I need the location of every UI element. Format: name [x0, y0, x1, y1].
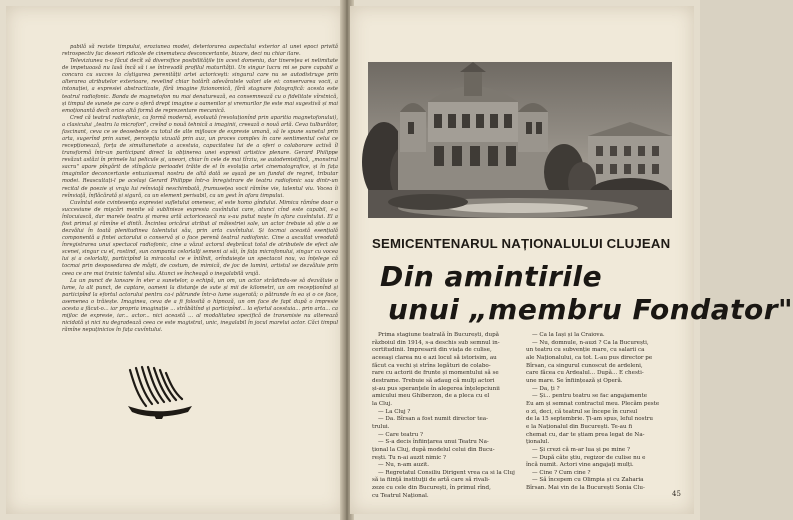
- article-line: care făcea cu Ardealul... După... E chesti-: [526, 370, 644, 377]
- article-line: e la Naționalul din București. Te-au fi: [526, 423, 633, 430]
- page-number: 45: [672, 490, 681, 498]
- section-title: SEMICENTENARUL NAȚIONALULUI CLUJEAN: [372, 236, 671, 251]
- left-page: [6, 6, 344, 514]
- article-line: Eu am și semnat contractul meu. Plecăm peste: [526, 400, 660, 407]
- article-line: destrame. Trebuie să adaug că mulţi actori: [372, 377, 495, 384]
- headline-line-2: unui „membru Fondator": [388, 293, 793, 326]
- article-line: aceeaşi clarea nu e azi locul să istorisim, au: [372, 354, 497, 361]
- ship-vignette-icon: [124, 362, 196, 420]
- article-line: încă numit. Actori vine angajați mulți.: [526, 462, 634, 469]
- article-line: țional la Cluj, după modelul celui din Bucu-: [372, 446, 495, 453]
- article-column-1: [372, 332, 514, 500]
- headline-line-1: Din amintirile: [380, 260, 603, 293]
- article-line: Bîrsan, ca singurul cunoscut de ardeleni,: [526, 362, 643, 369]
- article-line: rești. Tu n-ai auzit nimic ?: [372, 454, 447, 461]
- article-line: — S-a decis înființarea unui Teatru Na-: [378, 439, 489, 446]
- article-line: ționalul.: [526, 439, 550, 446]
- article-line: — Cine ? Cum cine ?: [532, 469, 591, 476]
- article-column-2: [526, 332, 668, 493]
- article-line: amicului meu Ghiberzon, de a pleca cu el: [372, 393, 490, 400]
- article-line: zeze cu cele din București, în primul rînd,: [372, 485, 491, 492]
- left-paragraph: La un punct de lansare în eter a sunetelor, o echipă, un om, un actor strădindu-se să dezvăluie o lume, la alt punct, de captare, oameni la distanţe de sute și mii de kilometri, un om recepționînd și participînd la efortul actorului pentru ca-i pătrunde într-o lume sugerată; o pătrunde în ea și o ce face, asemenea o trăiește. Imaginea, ceva de a fi folosită o hipnoză, un om face de fapt după o impresie acesta a făcut-o... iar propria imaginație ... străbătînd și participînd... la efortul acestuia... prin arta... ca mijloc de expresie, iar... actor... nici această ... al modalitatea specifică de transmisie nu alterează nicidată și nici nu degradează ceea ce este magistral, unic, inegalabil în jocul marelui actor. Căci timpul rămîne nepuținicios în fața cuvîntului.: [62, 277, 338, 334]
- article-line: chemat cu, dar te știam prea legat de Na-: [526, 431, 645, 438]
- article-line: — Ca la Iași și la Craiova.: [532, 332, 605, 338]
- article-line: — Da. Bîrsan a fost numit director tea-: [378, 416, 489, 423]
- article-line: — Și... pentru teatru se fac angajamente: [532, 393, 648, 400]
- article-line: — Regretatul Consiliu Dirigent vrea ca si la Cluj: [378, 469, 515, 476]
- article-line: — Nu, n-am auzit.: [378, 462, 430, 469]
- article-line: cu Teatrul Național.: [372, 492, 429, 499]
- theatre-building-photo: [368, 62, 672, 218]
- article-line: une mare. Se înființează și Operă.: [526, 377, 623, 384]
- left-article-text: [62, 44, 338, 334]
- article-line: Bîrsan. Mai vin de la București Sonia Clu-: [526, 485, 645, 492]
- article-line: — La Cluj ?: [378, 408, 411, 415]
- article-line: ale Naționalului, ca tot. L-au pus director pe: [526, 354, 653, 361]
- article-line: războiul din 1914, s-a deschis sub semnul in-: [372, 339, 500, 346]
- article-line: un teatru cu subvenție mare, cu salarii ca: [526, 347, 645, 354]
- article-line: — Nu, domnule, n-auzi ? Ca la București,: [532, 339, 649, 346]
- left-paragraph: Cuvîntul este cvintesența expresiei sufletului omenesc, el este homo gîndului. Mimica rămîne doar o succesiune de mişcări menite să sublinieze expresia cuvîntului care, atunci cînd este capabil, s-a înlocuiască, dar marele teatru și marea artă actoricească nu s-au putut naște în afara cuvîntului. El a fost primul și rămîne el dintîi. Încintea oricărui atribut al măiestriei sale, un actor trebuie să știe a se dezvălui în toată plenitudinea talentului său, prin arta cuvîntului. Și tocmai această esențială componentă a fintei actorului o conservă și o face perenă teatrul radiofonic. Cine a ascultat vreodată înregistrarea unui spectacol radiofonic, cine a văzut actorul deşbrăcat total de atributele de efect ale scenei, singur cu el, rostind, sun compania celorlalţi semeni ai săi, în fața microfonului, singur cu vocea lui și a celorlalți, participînd la miracolul ce e întîlnit, orînduieşte un spectacol nou, va înțelege că tocmai prin desposedarea de măşti, de costum, de mimică, de joc de lumini, artistul se dezvăluie prin ceea ce are mai trainic talentul său. Atunci se încheagă o inegalabilă vrajă.: [62, 199, 338, 277]
- article-line: — Și crezi că m-ar lua și pe mine ?: [532, 446, 631, 453]
- article-line: făcut ca vechi și strîns legături de colabo-: [372, 362, 491, 369]
- article-line: o zi, deci, că teatrul se începe în cursul: [526, 408, 638, 415]
- article-line: și-au pus speranțele în alegerea înțelepciunii: [372, 385, 500, 392]
- article-headline: [380, 260, 793, 326]
- article-line: certitudinii. Impresarii din viața de culise,: [372, 347, 492, 354]
- article-line: să ia ființă instituţii de artă care să rivali-: [372, 477, 490, 484]
- article-line: Prima stagiune teatrală în București, după: [378, 332, 499, 338]
- article-line: — Da, ți ?: [532, 385, 560, 392]
- left-paragraph: Cred că teatrul radiofonic, ca formă modernă, evoluată (revoluționînd prin aparitia magnetofonului), a clasicului „teatru la microfon", creînd o nouă tehnică a imaginii, creează o nouă artă. Ceva tulburător, fascinant, ceva ce se deosebește cu totul de alte mijloace de expresie umană, să le spune sunetul prin arta, sugerînd prin sunet, percepția vizuală prin auz, un proces complex în care sentimentul celui ce recepționează, forța de simultaneitate a acestuia, capacitatea lui de a oferi o colaborare activă îl transformă într-un participant direct la obținerea unei expresii artistice plenare. Gerard Philippe revăzut astăzi în primele lui pelicule și, uneori, chiar în cele de mai tîrziu, se autodemistifică, „monstrul sacru" apare pîngărit de stîngăcia perioadei trăite de el în evoluția artei cinematografice, și în fața imaginilor deconcertante entuziasmul nostru de altă dată se aşază pe un fundal de regret, tributar modei. Reascultați-l pe acelaşi Gerard Philippe într-o înregistrare de teatru radiofonic sau dintr-un recital de poezie și vraja lui reînviaţă neschimbată, frumusețea vocii rămîne vie, talentul viu. Vocea îi reînviaţă, înflăcărată și sigură, ca un element perisabil, ca un gest în afara timpului.: [62, 114, 338, 199]
- left-paragraph: Televiziunea n-a făcut decît să diversifice posibilitățile țin acest domeniu, dar tinerețea ei nelimitate de impetuoasă nu lasă încă să i se întrevadă profilul maturității. Un singur lucru mi se pare capabil a concura cu succes la cîștigarea perenității artei actoriceşti: singurul care nu se autodistruge prin alterarea atributelor exterioare, revelind chiar hotărît adevăratele valori ale ei: conservarea vocii, a intonației, a expresiei abstractizate, fără imagine fizionomică, fără stagnare fotografică: acesta este teatrul radiofonic. Banda de magnetofon nu mai denaturează, ea consemnează cu o fidelitate vîrstnică, și timpul de sunete pe care o oferă drept imagine a oamenilor și vremurilor fie este mai sugestivă și mai emoționantă decît orice altă formă de reprezentare mecanică.: [62, 58, 338, 114]
- article-line: — Să începem cu Olimpia și cu Zaharia: [532, 477, 644, 484]
- article-line: la Cluj.: [372, 400, 393, 407]
- left-paragraph: pabilă să reziste timpului, eroziunea modei, deteriorarea aspectului exterior al unei epoci privită retrospectiv fac deseori ridicole de cinemateca desconcertante, bizare, deci nu chiar ilare.: [62, 44, 338, 58]
- article-line: trului.: [372, 423, 390, 430]
- article-line: — Care teatru ?: [378, 431, 423, 438]
- article-line: de la 15 septembrie. Ți-am spus, leful nostru: [526, 416, 654, 423]
- article-line: — După câte ştiu, regizor de culise nu e: [532, 454, 646, 461]
- article-line: rare cu actorii de frunte și momentului să se: [372, 370, 499, 377]
